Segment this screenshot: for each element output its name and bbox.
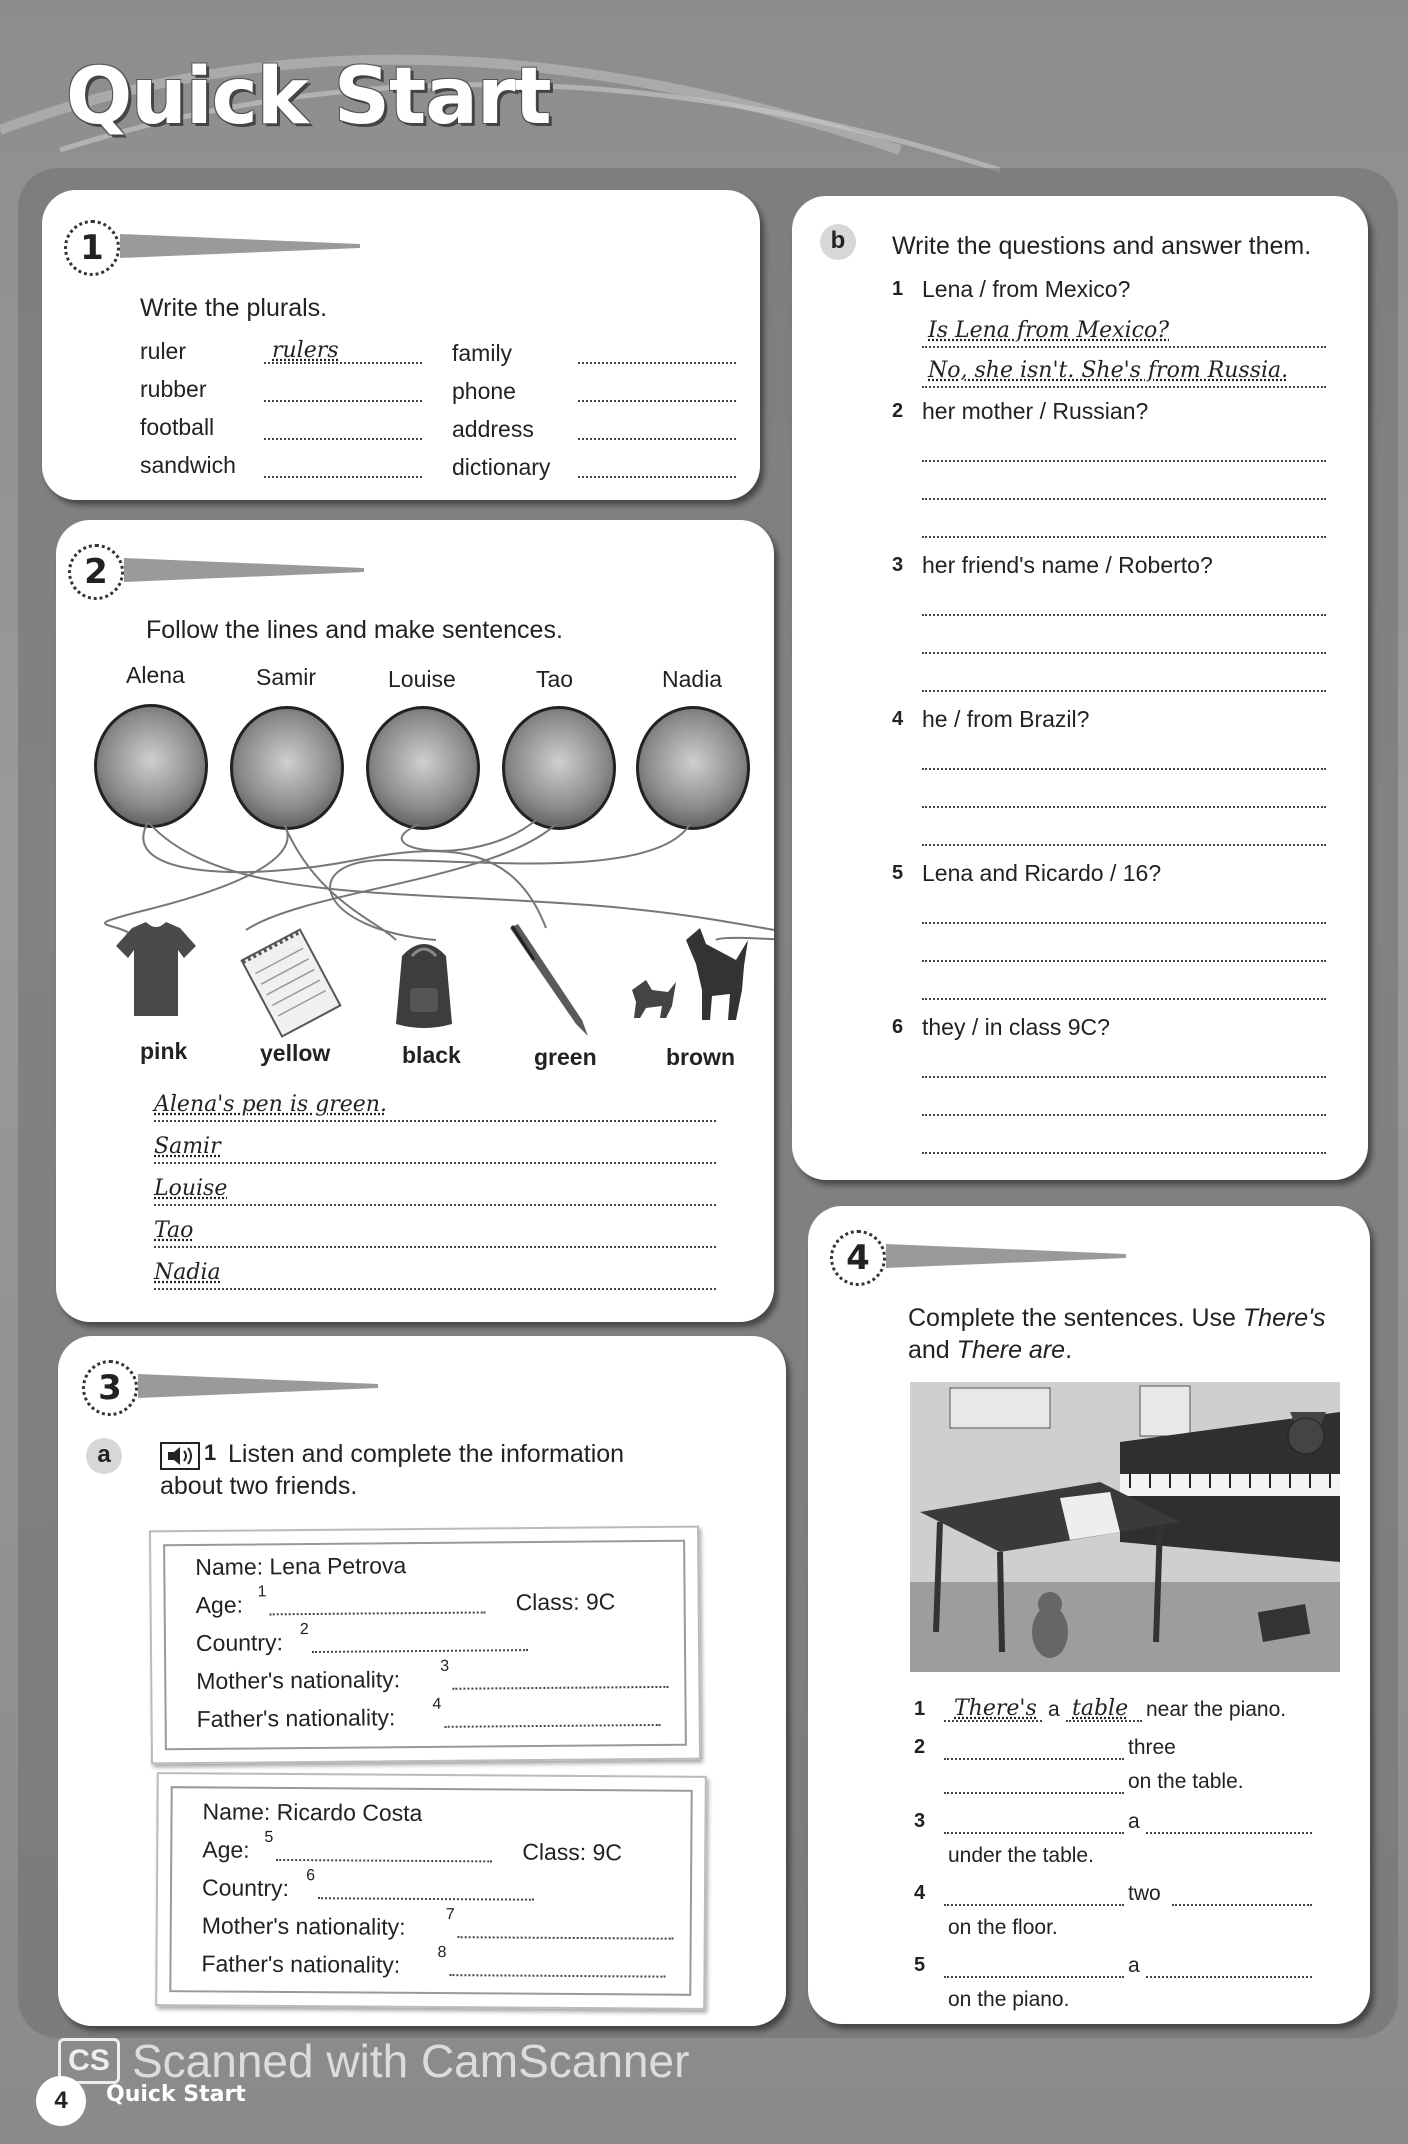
answer-line[interactable] [922,844,1326,846]
question-number: 2 [892,400,904,422]
footer-page-number: 4 [36,2076,86,2126]
word-label: dictionary [452,454,551,480]
question-prompt: Lena and Ricardo / 16? [922,860,1162,886]
instruction-text: and [908,1336,957,1364]
word-label: sandwich [140,452,236,478]
color-label: black [402,1042,461,1068]
exercise-4-panel [808,1206,1370,2024]
answer-line[interactable] [922,614,1326,616]
sentence-handwritten: Nadia [154,1260,221,1285]
instruction-italic: There are [956,1336,1066,1364]
gap-number: 7 [445,1906,455,1924]
answer-line[interactable] [922,1152,1326,1154]
answer-line[interactable] [154,1288,716,1290]
instruction-text: . [1065,1336,1073,1364]
answer-line[interactable] [922,498,1326,500]
answer-line[interactable] [578,476,736,478]
answer-line[interactable] [264,438,422,440]
gap-number: 8 [437,1944,447,1962]
answer-line[interactable] [922,768,1326,770]
person-name: Samir [256,664,317,690]
answer-line[interactable] [578,400,736,402]
question-prompt: her mother / Russian? [922,398,1149,424]
sentence-handwritten: Samir [154,1134,221,1159]
exercise-number: 2 [68,544,124,600]
footer-watermark: Scanned with CamScanner [132,2035,690,2087]
answer-handwritten: rulers [272,338,339,363]
item-text: near the piano. [1146,1698,1287,1721]
friend-info-box [155,1772,707,2010]
item-text: a [1128,1810,1140,1833]
exercise-1-instruction: Write the plurals. [140,294,328,322]
instruction-text: Complete the sentences. Use [908,1304,1243,1332]
answer-line[interactable] [922,652,1326,654]
backpack-icon [386,932,462,1032]
answer-line[interactable] [264,476,422,478]
part-b-badge: b [820,224,856,260]
answer-line[interactable] [154,1162,716,1164]
exercise-3a-instruction-line2: about two friends. [160,1472,358,1500]
exercise-2-panel [56,520,774,1322]
answer-line[interactable] [944,1720,1042,1722]
question-number: 4 [892,708,904,730]
exercise-2-instruction: Follow the lines and make sentences. [146,616,563,644]
exercise-number: 4 [830,1230,886,1286]
answer-handwritten: Is Lena from Mexico? [928,318,1169,343]
answer-handwritten: table [1072,1696,1129,1721]
item-number: 1 [914,1698,926,1720]
exercise-number: 3 [82,1360,138,1416]
info-age-label: Age: [202,1836,250,1863]
audio-speaker-icon [160,1442,200,1470]
person-name: Tao [536,666,574,692]
answer-line[interactable] [1146,1976,1312,1978]
number-streak-decoration [886,1236,1126,1276]
sentence-handwritten: Alena's pen is green. [154,1092,387,1117]
exercise-number: 1 [64,220,120,276]
answer-line[interactable] [922,460,1326,462]
answer-line[interactable] [154,1246,716,1248]
question-prompt: her friend's name / Roberto? [922,552,1213,578]
gap-number: 1 [257,1583,267,1601]
question-prompt: they / in class 9C? [922,1014,1110,1040]
question-number: 6 [892,1016,904,1038]
exercise-3b-panel [792,196,1368,1180]
word-label: phone [452,378,516,404]
answer-line[interactable] [944,1832,1124,1834]
footer-watermark-logo: CS [58,2038,120,2084]
item-text: three [1128,1736,1176,1759]
item-number: 3 [914,1810,926,1832]
answer-line[interactable] [922,386,1326,388]
answer-line[interactable] [922,806,1326,808]
answer-line[interactable] [922,922,1326,924]
item-number: 2 [914,1736,926,1758]
info-name: Name: Ricardo Costa [202,1798,423,1826]
item-text: on the piano. [948,1988,1070,2011]
question-prompt: Lena / from Mexico? [922,276,1131,302]
word-label: rubber [140,376,207,402]
exercise-3b-instruction: Write the questions and answer them. [892,232,1312,260]
answer-line[interactable] [1146,1832,1312,1834]
item-text: on the floor. [948,1916,1058,1939]
answer-line[interactable] [1172,1904,1312,1906]
info-class: Class: 9C [522,1838,623,1866]
gap-number: 3 [440,1657,450,1675]
color-label: pink [140,1038,188,1064]
item-text: two [1128,1882,1161,1905]
tshirt-icon [114,920,198,1020]
exercise-3a-instruction: Listen and complete the information [228,1440,625,1468]
info-class: Class: 9C [515,1588,616,1616]
answer-line[interactable] [922,346,1326,348]
footer-section-label: Quick Start [106,2082,246,2107]
answer-line[interactable] [578,438,736,440]
color-label: brown [666,1044,735,1070]
answer-line[interactable] [944,1758,1124,1760]
info-country-label: Country: [195,1629,284,1656]
person-name: Nadia [662,666,723,692]
word-label: football [140,414,215,440]
question-number: 1 [892,278,904,300]
question-number: 3 [892,554,904,576]
info-mother-label: Mother's nationality: [196,1666,401,1694]
answer-line[interactable] [922,536,1326,538]
number-streak-decoration [120,226,360,266]
sentence-handwritten: Tao [154,1218,194,1243]
answer-line[interactable] [922,1114,1326,1116]
part-a-badge: a [86,1438,122,1474]
notepad-icon [236,928,346,1038]
person-name: Alena [126,662,185,688]
info-age-label: Age: [195,1591,244,1618]
answer-line[interactable] [922,998,1326,1000]
answer-line[interactable] [922,1076,1326,1078]
answer-handwritten: No, she isn't. She's from Russia. [928,358,1289,383]
person-name: Louise [388,666,456,692]
gap-number: 2 [299,1621,309,1639]
item-text: a [1048,1698,1060,1721]
dog-icon [616,920,756,1030]
info-mother-label: Mother's nationality: [201,1912,406,1940]
answer-line[interactable] [578,362,736,364]
word-label: address [452,416,534,442]
item-text: on the table. [1128,1770,1244,1793]
answer-line[interactable] [154,1204,716,1206]
word-label: family [452,340,513,366]
exercise-3a-panel [58,1336,786,2026]
answer-line[interactable] [154,1120,716,1122]
number-streak-decoration [138,1366,378,1406]
item-number: 4 [914,1882,926,1904]
answer-line[interactable] [922,960,1326,962]
sentence-handwritten: Louise [154,1176,228,1201]
answer-line[interactable] [922,690,1326,692]
answer-line[interactable] [1066,1720,1142,1722]
item-text: a [1128,1954,1140,1977]
room-photo [910,1382,1340,1672]
item-text: under the table. [948,1844,1094,1867]
answer-line[interactable] [264,362,422,364]
gap-number: 4 [432,1695,442,1713]
page-title: Quick Start [66,52,551,142]
color-label: green [534,1044,597,1070]
info-father-label: Father's nationality: [201,1950,401,1978]
exercise-4-instruction [908,1302,1328,1366]
answer-handwritten: There's [954,1696,1037,1721]
gap-number: 5 [264,1828,274,1846]
pen-icon [504,920,594,1040]
friend-info-box [149,1526,701,1765]
color-label: yellow [260,1040,331,1066]
answer-line[interactable] [944,1792,1124,1794]
answer-line[interactable] [944,1976,1124,1978]
info-country-label: Country: [201,1874,290,1902]
question-prompt: he / from Brazil? [922,706,1090,732]
answer-line[interactable] [944,1904,1124,1906]
exercise-1-panel [42,190,760,500]
question-number: 5 [892,862,904,884]
answer-line[interactable] [264,400,422,402]
word-label: ruler [140,338,187,364]
gap-number: 6 [306,1867,316,1885]
item-number: 5 [914,1954,926,1976]
instruction-italic: There's [1242,1304,1326,1332]
info-father-label: Father's nationality: [196,1704,396,1732]
track-number: 1 [204,1440,217,1465]
info-name: Name: Lena Petrova [195,1552,407,1581]
